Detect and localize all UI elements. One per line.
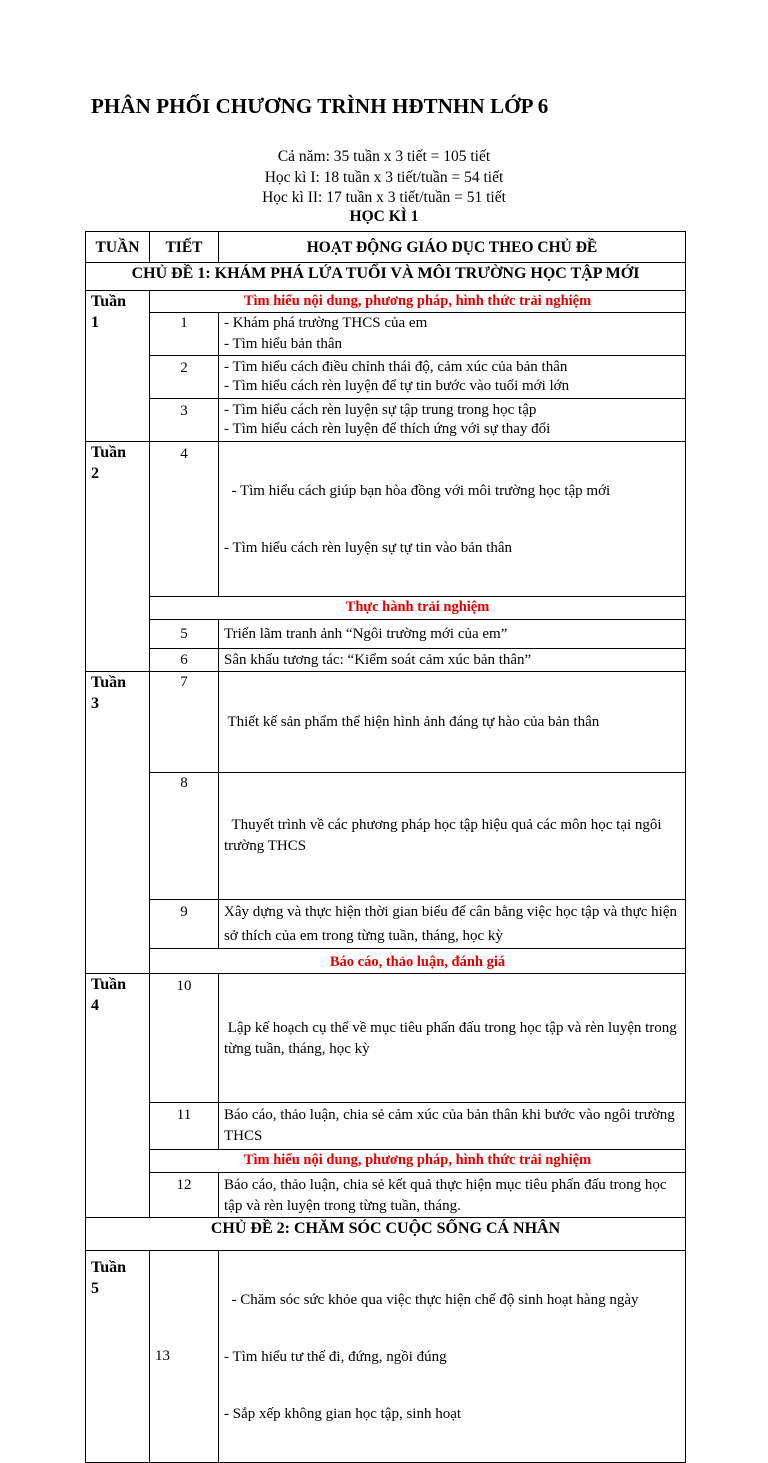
phase-explore-2: Tìm hiểu nội dung, phương pháp, hình thức trải nghiệm <box>150 1150 686 1173</box>
activity-line: - Khám phá trường THCS của em <box>224 315 428 331</box>
activity-cell <box>219 442 686 597</box>
table-row <box>86 649 686 672</box>
week-4-cell <box>86 974 150 1218</box>
period-cell: 10 <box>150 974 219 1103</box>
activity-cell <box>219 1103 686 1150</box>
activity-line: Báo cáo, thảo luận, chia sẻ kết quả thực hiện mục tiêu phấn đấu trong học tập và rèn luyện trong từng tuần, tháng. <box>224 1177 667 1214</box>
activity-cell <box>219 1251 686 1463</box>
period-cell: 11 <box>150 1103 219 1150</box>
activity-cell <box>219 900 686 949</box>
activity-cell <box>219 1173 686 1218</box>
week-2-cell <box>86 442 150 672</box>
activity-line: Triển lãm tranh ảnh “Ngôi trường mới của em” <box>224 625 508 642</box>
table-row <box>86 773 686 900</box>
period-cell: 7 <box>150 672 219 773</box>
table-row <box>86 672 686 773</box>
header-activity: HOẠT ĐỘNG GIÁO DỤC THEO CHỦ ĐỀ <box>219 232 686 263</box>
table-row <box>86 1173 686 1218</box>
period-cell: 1 <box>150 313 219 356</box>
activity-line: Thuyết trình về các phương pháp học tập hiệu quả các môn học tại ngôi trường THCS <box>224 817 666 854</box>
table-row <box>86 356 686 399</box>
table-header-row <box>86 232 686 263</box>
activity-line: - Tìm hiểu cách rèn luyện để thích ứng với sự thay đổi <box>224 421 551 437</box>
week-label: Tuần <box>91 674 126 691</box>
period-cell: 5 <box>150 620 219 649</box>
activity-cell <box>219 649 686 672</box>
activity-cell <box>219 672 686 773</box>
table-row <box>86 1150 686 1173</box>
activity-line: - Sắp xếp không gian học tập, sinh hoạt <box>224 1406 462 1422</box>
table-row <box>86 949 686 974</box>
topic-2-title: CHỦ ĐỀ 2: CHĂM SÓC CUỘC SỐNG CÁ NHÂN <box>86 1218 686 1251</box>
schedule-table <box>85 231 686 1463</box>
period-cell: 13 <box>150 1251 219 1463</box>
activity-line: - Tìm hiểu bản thân <box>224 336 343 352</box>
activity-line: - Tìm hiểu tư thế đi, đứng, ngồi đúng <box>224 1349 447 1365</box>
summary-year: Cả năm: 35 tuần x 3 tiết = 105 tiết <box>277 148 491 165</box>
table-row <box>86 900 686 949</box>
table-row <box>86 620 686 649</box>
table-row <box>86 399 686 442</box>
activity-line: - Tìm hiểu cách giúp bạn hòa đồng với môi trường học tập mới <box>224 483 611 499</box>
period-cell: 8 <box>150 773 219 900</box>
period-cell: 2 <box>150 356 219 399</box>
activity-line: - Tìm hiểu cách rèn luyện sự tự tin vào bản thân <box>224 540 512 556</box>
week-number: 3 <box>91 695 99 712</box>
week-number: 5 <box>91 1280 99 1297</box>
activity-cell <box>219 399 686 442</box>
topic-row <box>86 263 686 291</box>
semester-heading: HỌC KÌ 1 <box>349 208 419 225</box>
week-3-cell <box>86 672 150 974</box>
week-label: Tuần <box>91 444 126 461</box>
period-cell: 9 <box>150 900 219 949</box>
activity-line: Lập kế hoạch cụ thể về mục tiêu phấn đấu trong học tập và rèn luyện trong từng tuần, tháng, học kỳ <box>224 1020 681 1057</box>
table-row <box>86 313 686 356</box>
period-cell: 4 <box>150 442 219 597</box>
week-label: Tuần <box>91 1259 126 1276</box>
activity-line: - Tìm hiểu cách rèn luyện sự tập trung trong học tập <box>224 402 537 418</box>
table-row <box>86 1251 686 1463</box>
week-label: Tuần <box>91 976 126 993</box>
phase-practice: Thực hành trải nghiệm <box>150 597 686 620</box>
period-cell: 3 <box>150 399 219 442</box>
table-row <box>86 291 686 313</box>
summary-semester-2: Học kì II: 17 tuần x 3 tiết/tuần = 51 tiết <box>262 189 506 206</box>
week-1-cell <box>86 291 150 442</box>
activity-cell <box>219 620 686 649</box>
activity-line: - Tìm hiểu cách điều chỉnh thái độ, cảm xúc của bản thân <box>224 359 568 375</box>
table-row <box>86 1103 686 1150</box>
activity-line: - Tìm hiểu cách rèn luyện để tự tin bước vào tuổi mới lớn <box>224 378 570 394</box>
activity-line: Báo cáo, thảo luận, chia sẻ cảm xúc của bản thân khi bước vào ngôi trường THCS <box>224 1107 675 1144</box>
header-period: TIẾT <box>150 232 219 263</box>
phase-explore-1: Tìm hiểu nội dung, phương pháp, hình thức trải nghiệm <box>150 291 686 313</box>
phase-report: Báo cáo, thảo luận, đánh giá <box>150 949 686 974</box>
activity-cell <box>219 773 686 900</box>
week-label: Tuần <box>91 293 126 310</box>
page-title: PHÂN PHỐI CHƯƠNG TRÌNH HĐTNHN LỚP 6 <box>91 94 549 118</box>
summary-semester-1: Học kì I: 18 tuần x 3 tiết/tuần = 54 tiết <box>264 168 504 186</box>
activity-cell <box>219 356 686 399</box>
activity-line: Sân khấu tương tác: “Kiểm soát cảm xúc bản thân” <box>224 652 532 668</box>
activity-line: Thiết kế sản phẩm thể hiện hình ảnh đáng tự hào của bản thân <box>224 714 600 730</box>
activity-line: Xây dựng và thực hiện thời gian biểu để cân bằng việc học tập và thực hiện sở thích của em trong từng tuần, tháng, học kỳ <box>224 904 678 944</box>
table-row <box>86 442 686 597</box>
week-number: 4 <box>91 997 99 1014</box>
topic-row <box>86 1218 686 1251</box>
week-5-cell <box>86 1251 150 1463</box>
week-number: 2 <box>91 465 99 482</box>
header-week: TUẦN <box>86 232 150 263</box>
table-row <box>86 597 686 620</box>
period-cell: 6 <box>150 649 219 672</box>
topic-1-title: CHỦ ĐỀ 1: KHÁM PHÁ LỨA TUỔI VÀ MÔI TRƯỜNG HỌC TẬP MỚI <box>86 263 686 291</box>
activity-cell <box>219 974 686 1103</box>
period-cell: 12 <box>150 1173 219 1218</box>
week-number: 1 <box>91 314 99 331</box>
table-row <box>86 974 686 1103</box>
course-summary <box>0 147 768 209</box>
activity-line: - Chăm sóc sức khỏe qua việc thực hiện chế độ sinh hoạt hàng ngày <box>224 1292 639 1308</box>
activity-cell <box>219 313 686 356</box>
